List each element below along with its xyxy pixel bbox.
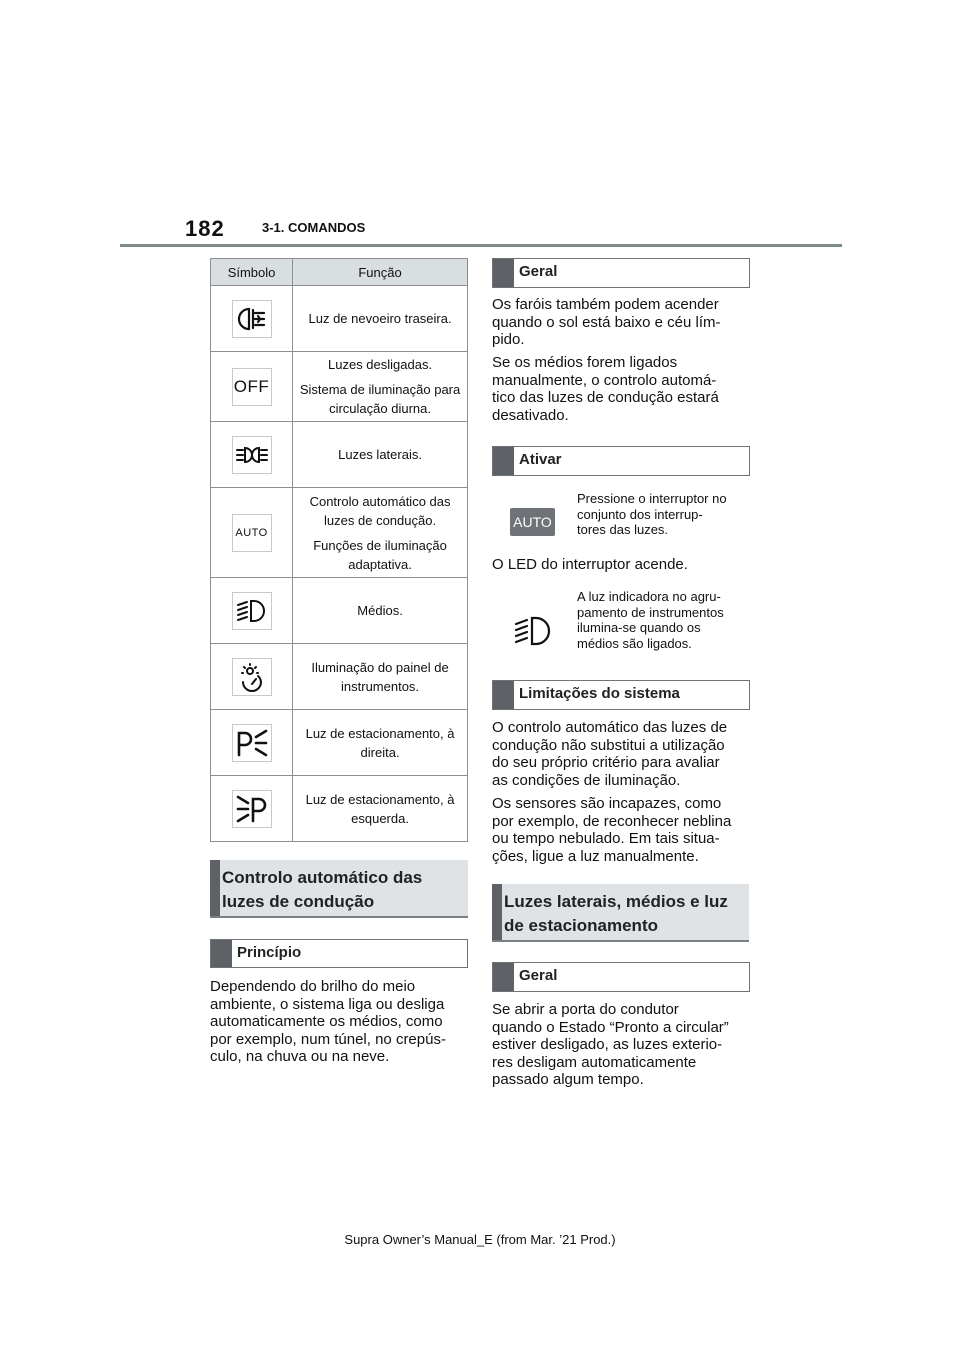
section-header-lights xyxy=(492,884,749,942)
section-title-line: de estacionamento xyxy=(504,916,658,935)
function-text: Controlo automático das luzes de condução. xyxy=(309,493,451,528)
led-text: O LED do interruptor acende. xyxy=(492,556,688,573)
paragraph-limitacoes-2: Os sensores são incapazes, como por exemplo, de reconhecer neblina ou tempo nebulado. Em tais situa- ções, ligue a luz manualmente. xyxy=(492,795,732,865)
function-text: Luz de estacionamento, à esquerda. xyxy=(305,791,455,826)
parking-light-left-icon xyxy=(232,790,272,828)
table-row xyxy=(211,352,468,422)
paragraph-geral-2: Se os médios forem ligados manualmente, o controlo automá- tico das luzes de condução estará desativado. xyxy=(492,354,719,424)
subsection-title: Ativar xyxy=(519,451,562,468)
low-beam-icon xyxy=(232,592,272,630)
chapter-title: 3-1. COMANDOS xyxy=(262,220,366,235)
section-header-auto-lights xyxy=(210,860,468,918)
subsection-header-limitacoes xyxy=(492,680,750,710)
subsection-title: Princípio xyxy=(237,944,302,961)
table-row xyxy=(211,578,468,644)
side-lights-icon xyxy=(232,436,272,474)
low-beam-indicator-icon xyxy=(513,614,553,648)
table-row xyxy=(211,488,468,578)
page-number: 182 xyxy=(185,216,225,241)
off-icon xyxy=(232,368,272,406)
subsection-header-geral xyxy=(492,258,750,288)
column-header-function: Função xyxy=(293,259,468,286)
auto-icon xyxy=(232,514,272,552)
column-header-symbol: Símbolo xyxy=(211,259,293,286)
auto-button-icon: AUTO xyxy=(510,508,555,536)
subsection-header-principio xyxy=(210,939,468,968)
symbol-table xyxy=(210,258,468,842)
table-header-row xyxy=(211,259,468,286)
off-icon-label: OFF xyxy=(233,376,270,396)
table-row xyxy=(211,776,468,842)
parking-light-right-icon xyxy=(232,724,272,762)
paragraph-limitacoes-1: O controlo automático das luzes de condução não substitui a utilização do seu próprio critério para avaliar as condições de iluminação. xyxy=(492,719,728,789)
section-title-line: luzes de condução xyxy=(222,892,375,911)
instrument-lighting-icon xyxy=(232,658,272,696)
section-title-line: Luzes laterais, médios e luz xyxy=(504,892,728,911)
function-text: Luzes laterais. xyxy=(338,447,422,462)
subsection-title: Limitações do sistema xyxy=(519,685,680,702)
function-text: Funções de iluminação adaptativa. xyxy=(313,537,447,572)
function-text: Sistema de iluminação para circulação diurna. xyxy=(299,382,461,416)
function-text: Luzes desligadas. xyxy=(328,357,433,372)
paragraph-geral-3: Se abrir a porta do condutor quando o Estado “Pronto a circular” estiver desligado, as luzes exterio- res desligam automaticamente passado algum tempo. xyxy=(492,1001,729,1088)
lowbeam-description: A luz indicadora no agru- pamento de instrumentos ilumina-se quando os médios são ligados. xyxy=(577,589,724,651)
function-text: Iluminação do painel de instrumentos. xyxy=(311,659,449,694)
table-row xyxy=(211,710,468,776)
paragraph-geral-1: Os faróis também podem acender quando o sol está baixo e céu lím- pido. xyxy=(492,296,721,348)
function-text: Luz de estacionamento, à direita. xyxy=(305,725,455,760)
header-rule xyxy=(120,244,842,247)
table-row xyxy=(211,422,468,488)
paragraph-principio: Dependendo do brilho do meio ambiente, o sistema liga ou desliga automaticamente os médios, como por exemplo, num túnel, no crepús- culo, na chuva ou na neve. xyxy=(210,978,446,1065)
subsection-header-geral-2 xyxy=(492,962,750,992)
function-text: Luz de nevoeiro traseira. xyxy=(308,311,452,326)
table-row xyxy=(211,644,468,710)
subsection-title: Geral xyxy=(519,967,558,984)
function-text: Médios. xyxy=(357,603,403,618)
subsection-header-ativar xyxy=(492,446,750,476)
auto-icon-label: AUTO xyxy=(235,526,268,539)
subsection-title: Geral xyxy=(519,263,558,280)
auto-description: Pressione o interruptor no conjunto dos interrup- tores das luzes. xyxy=(577,491,727,537)
footer-text: Supra Owner’s Manual_E (from Mar. ’21 Prod.) xyxy=(344,1232,616,1247)
section-title-line: Controlo automático das xyxy=(222,868,423,887)
table-row xyxy=(211,286,468,352)
rear-fog-light-icon xyxy=(232,300,272,338)
